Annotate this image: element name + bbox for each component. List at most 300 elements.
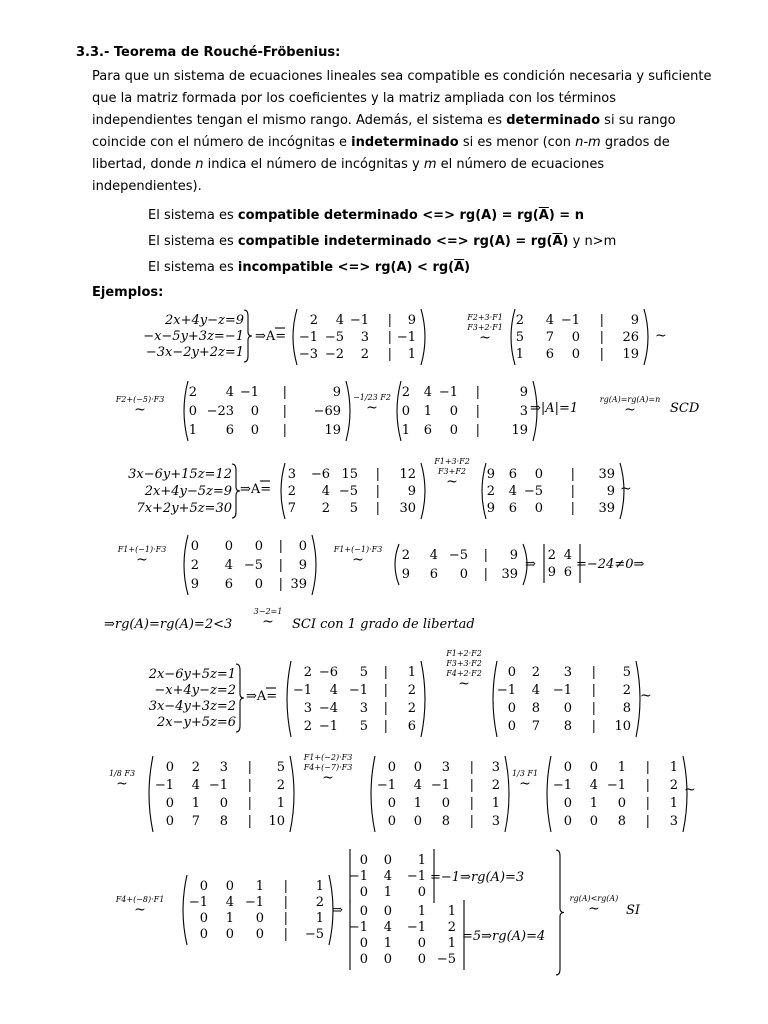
matrix-entry: 5	[359, 719, 368, 734]
augment-bar: |	[375, 484, 380, 499]
matrix-entry: 0	[534, 467, 543, 482]
matrix-entry: 1	[255, 879, 264, 894]
matrix-entry: 1	[669, 796, 678, 811]
augment-bar: |	[383, 665, 388, 680]
matrix-entry: −1	[349, 313, 369, 328]
matrix-entry: 0	[507, 701, 516, 716]
rule-abar: $\overline{A}$	[538, 208, 549, 223]
matrix-entry: 2	[303, 719, 312, 734]
matrix-entry: 8	[563, 719, 572, 734]
augment-bar: |	[383, 719, 388, 734]
matrix-entry: 3	[491, 760, 500, 775]
augment-bar: |	[387, 347, 392, 362]
right-brace	[232, 464, 240, 518]
matrix-entry: −4	[318, 701, 338, 716]
matrix-entry: 0	[199, 879, 208, 894]
matrix-entry: 1	[191, 796, 200, 811]
row-op-label: F1+(−1)·F3	[117, 545, 167, 554]
matrix-entry: 4	[429, 548, 438, 563]
equivalence-tilde: ~	[134, 402, 146, 418]
matrix-entry: 4	[383, 920, 392, 935]
equivalence-tilde: ~	[655, 328, 667, 344]
matrix-entry: 4	[321, 484, 330, 499]
matrix-entry: 0	[563, 814, 572, 829]
right-brace	[236, 664, 244, 732]
matrix-entry: 2	[515, 313, 524, 328]
equation: −x+4y−z=2	[154, 683, 236, 698]
matrix-entry: 0	[359, 904, 368, 919]
matrix-entry: 1	[276, 796, 285, 811]
matrix-entry: 30	[399, 501, 416, 516]
matrix-entry: 26	[622, 330, 639, 345]
matrix-entry: −1	[496, 683, 516, 698]
augment-bar: |	[475, 423, 480, 438]
abar-symbol: ⇒A=	[240, 482, 272, 497]
matrix-entry: 1	[315, 911, 324, 926]
intro-text-2: si su rango coincide con el número de incógnitas e	[92, 113, 676, 150]
row-op-label: F1+3·F2	[434, 457, 470, 466]
row-op-label: −1/23 F2	[353, 393, 391, 402]
matrix-entry: 2	[287, 484, 296, 499]
matrix-entry: 10	[268, 814, 285, 829]
matrix-entry: 3	[563, 665, 572, 680]
augment-bar: |	[469, 778, 474, 793]
matrix-entry: 0	[165, 760, 174, 775]
intro-italic-n: n	[195, 157, 204, 172]
augment-bar: |	[282, 423, 287, 438]
matrix-entry: 3	[360, 330, 369, 345]
equation: 2x+4y−5z=9	[144, 484, 232, 499]
intro-text-4: grados de libertad, donde	[92, 135, 670, 172]
matrix-entry: 8	[622, 701, 631, 716]
matrix-entry: 4	[335, 313, 344, 328]
matrix-entry: 2	[407, 683, 416, 698]
matrix-entry: 0	[449, 423, 458, 438]
matrix-entry: 1	[589, 796, 598, 811]
row-op-label: F1+(−1)·F3	[333, 545, 383, 554]
matrix-entry: −1	[318, 719, 338, 734]
matrix-entry: 7	[191, 814, 200, 829]
matrix-entry: 19	[511, 423, 528, 438]
matrix-entry: 1	[669, 760, 678, 775]
augment-bar: |	[645, 814, 650, 829]
matrix-entry: 7	[287, 501, 296, 516]
row-op-label: F4+2·F2	[446, 669, 482, 678]
matrix-entry: 2	[486, 484, 495, 499]
matrix-entry: −6	[310, 467, 330, 482]
matrix-entry: 0	[534, 501, 543, 516]
row-op-label: F2+(−5)·F3	[115, 395, 165, 404]
matrix-entry: 4	[225, 385, 234, 400]
matrix-entry: 1	[188, 423, 197, 438]
matrix-entry: 1	[417, 853, 426, 868]
matrix-entry: −1	[188, 895, 208, 910]
matrix-entry: −1	[552, 778, 572, 793]
matrix-entry: 2	[447, 920, 456, 935]
implies-arrow: ⇒	[332, 903, 343, 918]
matrix-entry: −1	[348, 920, 368, 935]
matrix-entry: −5	[243, 558, 263, 573]
matrix-entry: −1	[376, 778, 396, 793]
matrix-entry: 0	[387, 796, 396, 811]
abar-symbol: ⇒A=	[255, 329, 287, 344]
augment-bar: |	[599, 330, 604, 345]
matrix-entry: 2	[190, 558, 199, 573]
matrix-entry: 10	[614, 719, 631, 734]
matrix-entry: −5	[436, 952, 456, 967]
matrix-entry: 1	[225, 911, 234, 926]
matrix-entry: 1	[423, 404, 432, 419]
equivalence-tilde: ~	[519, 776, 531, 792]
matrix-entry: 0	[255, 911, 264, 926]
matrix-entry: 0	[199, 927, 208, 942]
matrix-entry: 1	[413, 796, 422, 811]
rule-bold: compatible determinado <=> rg(A) = rg(	[237, 208, 539, 223]
implies-arrow: ⇒	[525, 557, 536, 572]
matrix-entry: 0	[188, 404, 197, 419]
matrix-entry: 2	[188, 385, 197, 400]
right-brace	[244, 310, 252, 362]
matrix-entry: 0	[571, 347, 580, 362]
equivalence-tilde: ~	[322, 770, 334, 786]
result-sci: SCI con 1 grado de libertad	[292, 617, 475, 632]
matrix-entry: −1	[606, 778, 626, 793]
right-paren	[290, 756, 294, 832]
matrix-entry: 1	[617, 760, 626, 775]
matrix-entry: 3	[519, 404, 528, 419]
matrix-entry: −1	[406, 869, 426, 884]
matrix-entry: 2	[303, 665, 312, 680]
matrix-entry: 9	[407, 484, 416, 499]
intro-text-6: el número de ecuaciones independientes).	[92, 157, 605, 194]
matrix-entry: 1	[315, 879, 324, 894]
matrix-entry: −3	[298, 347, 318, 362]
matrix-entry: 39	[501, 567, 518, 582]
matrix-entry: 39	[598, 467, 615, 482]
augment-bar: |	[282, 385, 287, 400]
row-op-label: F3+2·F1	[467, 323, 503, 332]
equation: 2x+4y−z=9	[164, 313, 244, 328]
rule-prefix: El sistema es	[148, 208, 238, 223]
matrix-entry: −69	[313, 404, 341, 419]
matrix-entry: 6	[545, 347, 554, 362]
matrix-entry: 3	[669, 814, 678, 829]
intro-text-3: si es menor (con	[458, 135, 576, 150]
equivalence-tilde: ~	[262, 614, 274, 630]
matrix-entry: 1	[447, 936, 456, 951]
matrix-entry: −2	[324, 347, 344, 362]
matrix-entry: 3	[441, 760, 450, 775]
matrix-entry: 4	[191, 778, 200, 793]
matrix-entry: −5	[448, 548, 468, 563]
matrix-entry: 0	[401, 404, 410, 419]
right-paren	[312, 535, 316, 595]
matrix-entry: 0	[250, 404, 259, 419]
equation: 3x−4y+3z=2	[148, 699, 236, 714]
augment-bar: |	[645, 760, 650, 775]
augment-bar: |	[570, 467, 575, 482]
intro-text-1: Para que un sistema de ecuaciones lineales sea compatible es condición necesaria y suficiente que la matriz formada por los coeficientes y la matriz ampliada con los términos independientes tengan el mismo rango. Además, el sistema es	[92, 69, 712, 128]
matrix-entry: 4	[423, 385, 432, 400]
matrix-entry: −1	[154, 778, 174, 793]
row-op-label: 3−2=1	[253, 607, 283, 616]
equivalence-tilde: ~	[352, 552, 364, 568]
matrix-entry: 0	[417, 885, 426, 900]
matrix-entry: −1	[396, 330, 416, 345]
augment-bar: |	[278, 577, 283, 592]
matrix-entry: 3	[219, 760, 228, 775]
matrix-entry: 2	[360, 347, 369, 362]
matrix-entry: 1	[383, 885, 392, 900]
row-op-label: F4+(−7)·F3	[303, 763, 353, 772]
matrix-entry: −1	[560, 313, 580, 328]
augment-bar: |	[375, 501, 380, 516]
matrix-entry: −1	[406, 920, 426, 935]
matrix-entry: 0	[383, 904, 392, 919]
augment-bar: |	[375, 467, 380, 482]
matrix-entry: 1	[383, 936, 392, 951]
equation: 2x−y+5z=6	[156, 715, 236, 730]
row-op-label: F2+3·F1	[467, 313, 503, 322]
matrix-entry: 4	[545, 313, 554, 328]
matrix-entry: −5	[523, 484, 543, 499]
matrix-entry: 0	[165, 796, 174, 811]
rule-abar: $\overline{A}$	[552, 234, 563, 249]
augment-bar: |	[383, 701, 388, 716]
rule-prefix: El sistema es	[148, 234, 238, 249]
matrix-entry: 0	[250, 423, 259, 438]
matrix-entry: 0	[219, 796, 228, 811]
left-paren	[547, 756, 551, 832]
matrix-entry: 0	[563, 701, 572, 716]
augment-bar: |	[469, 796, 474, 811]
augment-bar: |	[645, 796, 650, 811]
matrix-entry: 4	[413, 778, 422, 793]
augment-bar: |	[599, 313, 604, 328]
matrix-entry: 3	[491, 814, 500, 829]
augment-bar: |	[387, 330, 392, 345]
matrix-entry: 6	[225, 423, 234, 438]
augment-bar: |	[283, 895, 288, 910]
matrix-entry: 8	[441, 814, 450, 829]
equivalence-tilde: ~	[620, 481, 632, 497]
matrix-entry: 15	[341, 467, 358, 482]
matrix-entry: 6	[423, 423, 432, 438]
rule-bold: incompatible <=> rg(A) < rg(	[237, 260, 455, 275]
augment-bar: |	[483, 567, 488, 582]
equation: 2x−6y+5z=1	[148, 667, 236, 682]
matrix-entry: 2	[669, 778, 678, 793]
augment-bar: |	[483, 548, 488, 563]
left-paren	[183, 875, 187, 945]
matrix-entry: −5	[338, 484, 358, 499]
augment-bar: |	[591, 683, 596, 698]
matrix-entry: 4	[589, 778, 598, 793]
matrix-entry: 6	[224, 577, 233, 592]
matrix-entry: −1	[348, 683, 368, 698]
right-brace	[556, 850, 564, 975]
matrix-entry: 2	[309, 313, 318, 328]
matrix-entry: 0	[255, 927, 264, 942]
matrix-entry: 6	[563, 565, 572, 580]
augment-bar: |	[247, 760, 252, 775]
matrix-entry: 4	[508, 484, 517, 499]
matrix-entry: 19	[622, 347, 639, 362]
matrix-entry: 7	[531, 719, 540, 734]
right-paren	[421, 661, 425, 737]
equivalence-tilde: ~	[366, 400, 378, 416]
right-paren	[505, 756, 509, 832]
matrix-entry: 2	[191, 760, 200, 775]
matrix-entry: 6	[429, 567, 438, 582]
row-op-label: rg(A)=rg(A)=n	[599, 395, 661, 404]
matrix-entry: 1	[491, 796, 500, 811]
matrix-entry: 0	[459, 567, 468, 582]
matrix-entry: 8	[617, 814, 626, 829]
matrix-entry: 2	[321, 501, 330, 516]
equivalence-tilde: ~	[684, 782, 696, 798]
matrix-entry: 0	[190, 539, 199, 554]
augment-bar: |	[645, 778, 650, 793]
row-op-label: 1/8 F3	[108, 769, 136, 778]
matrix-entry: −1	[208, 778, 228, 793]
matrix-entry: 9	[407, 313, 416, 328]
augment-bar: |	[282, 404, 287, 419]
matrix-entry: 9	[547, 565, 556, 580]
result-scd: SCD	[670, 401, 700, 416]
matrix-entry: 0	[563, 760, 572, 775]
augment-bar: |	[383, 683, 388, 698]
matrix-entry: 0	[383, 853, 392, 868]
abar-symbol: ⇒A=	[246, 689, 278, 704]
augment-bar: |	[283, 911, 288, 926]
matrix-entry: 0	[441, 796, 450, 811]
augment-bar: |	[278, 539, 283, 554]
matrix-entry: 5	[349, 501, 358, 516]
matrix-entry: 0	[298, 539, 307, 554]
determinant-result: ⇒|A|=1	[530, 401, 579, 416]
augment-bar: |	[387, 313, 392, 328]
rank-conclusion: ⇒rg(A)=rg(A)=2<3	[104, 617, 233, 632]
augment-bar: |	[599, 347, 604, 362]
left-paren	[482, 463, 486, 519]
matrix-entry: −1	[438, 385, 458, 400]
matrix-entry: 5	[515, 330, 524, 345]
matrix-entry: 0	[165, 814, 174, 829]
matrix-entry: −1	[430, 778, 450, 793]
rule-tail: y n>m	[568, 234, 617, 249]
matrix-entry: −23	[206, 404, 234, 419]
equivalence-tilde: ~	[479, 330, 491, 346]
row-op-label: 1/3 F1	[511, 769, 539, 778]
matrix-entry: 9	[298, 558, 307, 573]
rule-abar: $\overline{A}$	[454, 260, 465, 275]
rule-end: )	[464, 260, 471, 275]
matrix-entry: −1	[292, 683, 312, 698]
matrix-entry: 2	[547, 548, 556, 563]
augment-bar: |	[475, 385, 480, 400]
intro-italic-nm: n-m	[575, 135, 601, 150]
matrix-entry: 1	[515, 347, 524, 362]
matrix-entry: 4	[224, 558, 233, 573]
matrix-entry: 2	[401, 548, 410, 563]
matrix-entry: 39	[290, 577, 307, 592]
matrix-entry: 0	[417, 936, 426, 951]
matrix-entry: −1	[552, 683, 572, 698]
matrix-entry: 2	[491, 778, 500, 793]
matrix-entry: 0	[359, 853, 368, 868]
right-paren	[421, 463, 425, 519]
matrix-entry: 0	[225, 879, 234, 894]
matrix-entry: 4	[383, 869, 392, 884]
augment-bar: |	[247, 814, 252, 829]
row-op-label: F1+(−2)·F3	[303, 753, 353, 762]
matrix-entry: 9	[401, 567, 410, 582]
augment-bar: |	[475, 404, 480, 419]
result-si: SI	[626, 903, 641, 918]
matrix-entry: 1	[407, 347, 416, 362]
row-op-label: F4+(−8)·F1	[115, 895, 165, 904]
matrix-entry: 0	[387, 814, 396, 829]
augment-bar: |	[247, 778, 252, 793]
matrix-entry: 4	[563, 548, 572, 563]
matrix-entry: 0	[417, 952, 426, 967]
matrix-entry: 2	[622, 683, 631, 698]
matrix-entry: 0	[387, 760, 396, 775]
augment-bar: |	[469, 760, 474, 775]
matrix-entry: −1	[298, 330, 318, 345]
matrix-entry: 0	[359, 936, 368, 951]
rule-prefix: El sistema es	[148, 260, 238, 275]
det4-result: =5⇒rg(A)=4	[462, 929, 546, 944]
augment-bar: |	[591, 719, 596, 734]
matrix-entry: 0	[254, 539, 263, 554]
matrix-entry: 5	[622, 665, 631, 680]
right-paren	[346, 381, 350, 441]
matrix-entry: 4	[531, 683, 540, 698]
left-paren	[371, 756, 375, 832]
matrix-entry: 2	[401, 385, 410, 400]
row-op-label: F3+F2	[438, 467, 466, 476]
left-paren	[493, 661, 497, 737]
matrix-entry: 6	[508, 467, 517, 482]
row-op-label: F1+2·F2	[446, 649, 482, 658]
matrix-entry: 0	[589, 760, 598, 775]
left-paren	[293, 309, 297, 365]
matrix-entry: 9	[486, 501, 495, 516]
matrix-entry: −6	[318, 665, 338, 680]
rule-end: ) = n	[548, 208, 584, 223]
matrix-entry: 0	[617, 796, 626, 811]
equivalence-tilde: ~	[624, 402, 636, 418]
matrix-entry: 0	[507, 665, 516, 680]
matrix-entry: 0	[225, 927, 234, 942]
augment-bar: |	[591, 701, 596, 716]
left-paren	[184, 535, 188, 595]
examples-label: Ejemplos:	[92, 285, 164, 300]
matrix-entry: 9	[486, 467, 495, 482]
intro-italic-m: m	[423, 157, 437, 172]
augment-bar: |	[570, 501, 575, 516]
left-paren	[511, 309, 515, 365]
equation: 3x−6y+15z=12	[128, 467, 232, 482]
equation: −x−5y+3z=−1	[143, 329, 244, 344]
equivalence-tilde: ~	[458, 676, 470, 692]
left-paren	[184, 381, 188, 441]
equivalence-tilde: ~	[588, 901, 600, 917]
augment-bar: |	[283, 879, 288, 894]
matrix-entry: −5	[324, 330, 344, 345]
